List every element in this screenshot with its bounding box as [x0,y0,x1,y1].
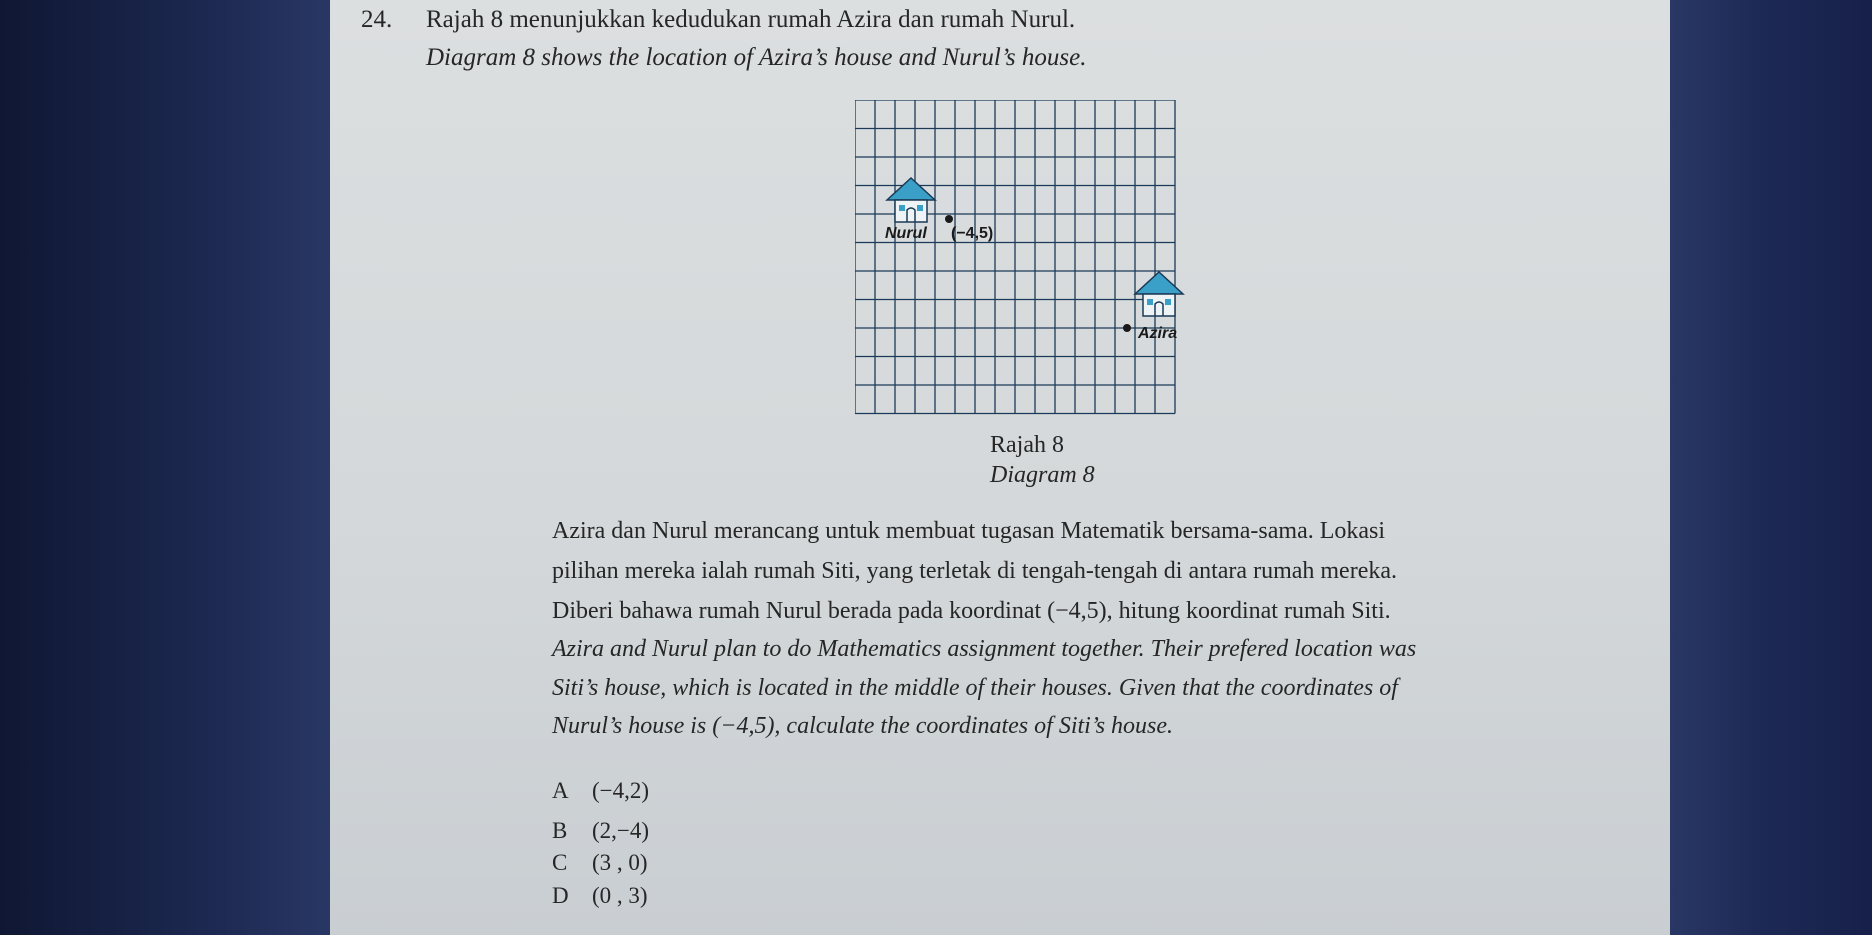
diagram-caption-english: Diagram 8 [990,462,1095,488]
azira-house-icon [1135,272,1183,316]
option-value: (−4,2) [592,778,650,803]
nurul-coordinate-label: (−4,5) [951,225,994,242]
option-letter: A [552,778,569,803]
option-b [552,818,649,844]
question-title-malay: Rajah 8 menunjukkan kedudukan rumah Azira dan rumah Nurul. [426,6,1076,33]
paragraph-english-line: Nurul’s house is (−4,5), calculate the coordinates of Siti’s house. [552,713,1174,739]
diagram-caption-malay: Rajah 8 [990,432,1064,458]
option-letter: B [552,818,568,843]
azira-point [1123,324,1131,332]
question-title-english: Diagram 8 shows the location of Azira’s house and Nurul’s house. [426,44,1087,71]
option-value: (2,−4) [592,818,650,843]
screen-bezel-right [1652,0,1872,935]
worksheet-page [330,0,1670,935]
option-value: (0 , 3) [592,883,648,908]
paragraph-english-line: Azira and Nurul plan to do Mathematics assignment together. Their prefered location was [552,636,1417,662]
screen-bezel-left [0,0,340,935]
option-d [552,883,648,909]
nurul-label: Nurul [885,225,927,242]
question-number: 24. [361,6,393,33]
diagram-8 [855,100,1275,420]
grid-lines [855,100,1178,414]
paragraph-malay-line: Diberi bahawa rumah Nurul berada pada koordinat (−4,5), hitung koordinat rumah Siti. [552,598,1391,624]
paragraph-malay-line: Azira dan Nurul merancang untuk membuat tugasan Matematik bersama-sama. Lokasi [552,518,1386,544]
nurul-house-icon [887,178,935,222]
grid-diagram [855,100,1275,420]
option-a [552,778,649,804]
option-letter: C [552,850,568,875]
option-value: (3 , 0) [592,850,648,875]
option-c [552,850,648,876]
azira-label: Azira [1138,325,1178,342]
nurul-point [945,215,953,223]
paragraph-malay-line: pilihan mereka ialah rumah Siti, yang terletak di tengah-tengah di antara rumah mereka. [552,558,1398,584]
paragraph-english-line: Siti’s house, which is located in the middle of their houses. Given that the coordinates of [552,675,1398,701]
option-letter: D [552,883,569,908]
